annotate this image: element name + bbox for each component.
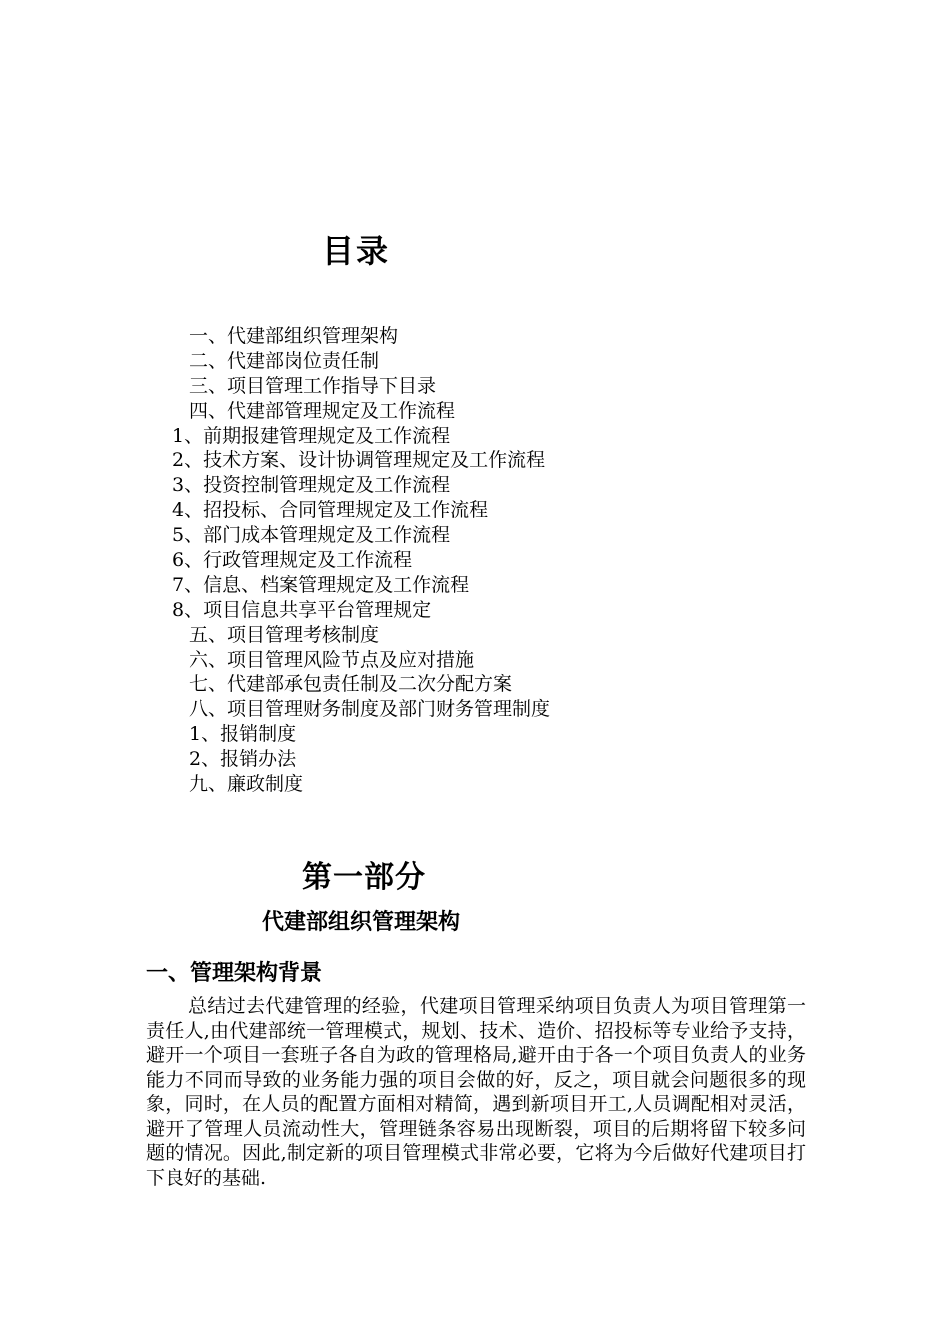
toc-subitem: 8、项目信息共享平台管理规定 xyxy=(172,598,432,621)
section-heading: 一、管理架构背景 xyxy=(146,961,323,986)
toc-item: 三、项目管理工作指导下目录 xyxy=(189,374,437,397)
toc-item: 五、项目管理考核制度 xyxy=(189,623,380,646)
toc-subitem: 3、投资控制管理规定及工作流程 xyxy=(172,474,451,497)
toc-item: 四、代建部管理规定及工作流程 xyxy=(189,399,456,422)
part-title: 第一部分 xyxy=(302,860,426,895)
toc-subitem: 2、技术方案、设计协调管理规定及工作流程 xyxy=(172,449,546,472)
table-of-contents xyxy=(0,324,550,797)
part-subtitle: 代建部组织管理架构 xyxy=(262,910,461,935)
toc-item: 九、廉政制度 xyxy=(189,773,304,796)
toc-title: 目录 xyxy=(322,232,391,270)
toc-item: 二、代建部岗位责任制 xyxy=(189,349,380,372)
toc-subitem: 7、信息、档案管理规定及工作流程 xyxy=(172,573,470,596)
toc-subitem: 5、部门成本管理规定及工作流程 xyxy=(172,524,451,547)
toc-subitem: 1、前期报建管理规定及工作流程 xyxy=(172,424,451,447)
toc-subitem: 2、报销办法 xyxy=(189,748,297,771)
toc-item: 八、项目管理财务制度及部门财务管理制度 xyxy=(189,698,551,721)
toc-item: 七、代建部承包责任制及二次分配方案 xyxy=(189,673,513,696)
toc-item: 六、项目管理风险节点及应对措施 xyxy=(189,648,475,671)
toc-item: 一、代建部组织管理架构 xyxy=(189,325,399,347)
toc-subitem: 1、报销制度 xyxy=(189,723,297,746)
body-paragraph: 总结过去代建管理的经验，代建项目管理采纳项目负责人为项目管理第一责任人,由代建部统一管理模式，规划、技术、造价、招投标等专业给予支持，避开一个项目一套班子各自为政的管理格局,避开由于各一个项目负责人的业务能力不同而导致的业务能力强的项目会做的好，反之，项目就会问题很多的现象，同时，在人员的配置方面相对精简，遇到新项目开工,人员调配相对灵活，避开了管理人员流动性大，管理链条容易出现断裂，项目的后期将留下较多问题的情况。因此,制定新的项目管理模式非常必要，它将为今后做好代建项目打下良好的基础. xyxy=(146,995,806,1189)
toc-subitem: 6、行政管理规定及工作流程 xyxy=(172,549,413,572)
toc-subitem: 4、招投标、合同管理规定及工作流程 xyxy=(172,499,489,522)
